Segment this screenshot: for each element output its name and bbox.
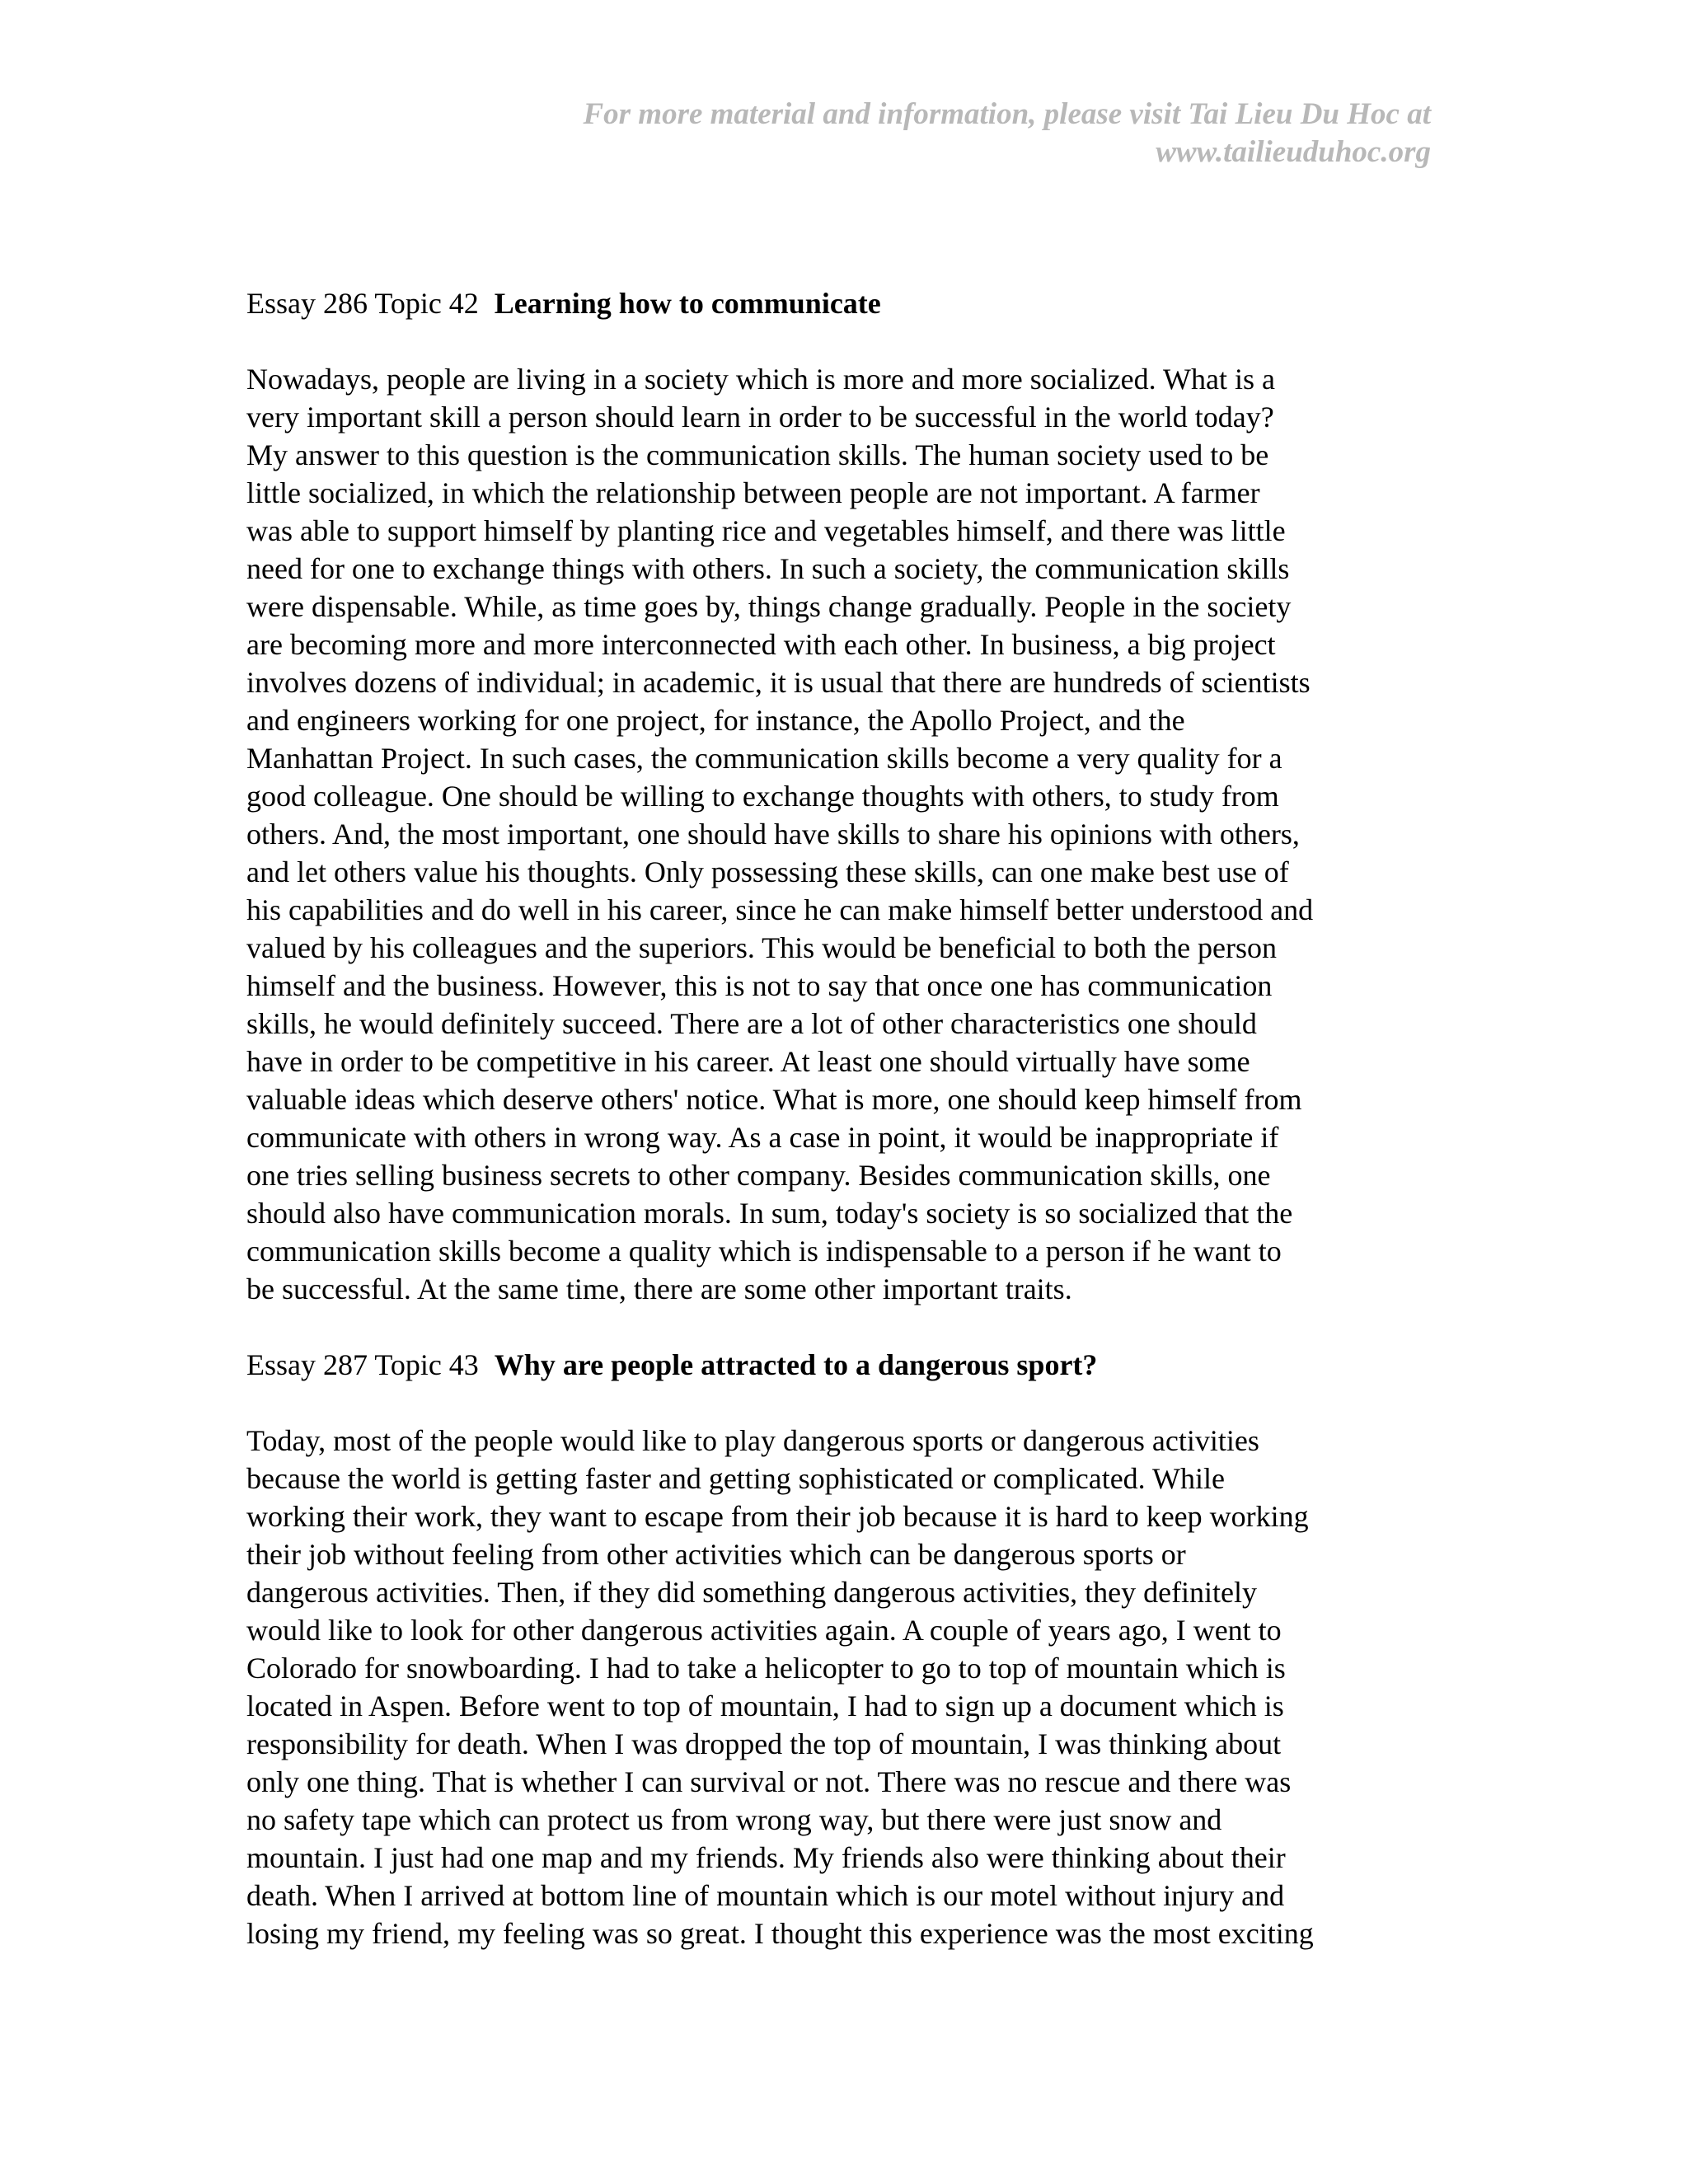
text-line: communicate with others in wrong way. As a case in point, it would be inappropriate if	[246, 1121, 1279, 1154]
text-line: responsibility for death. When I was dropped the top of mountain, I was thinking about	[246, 1727, 1282, 1760]
text-line: and engineers working for one project, for instance, the Apollo Project, and the	[246, 704, 1185, 737]
essay-title: Why are people attracted to a dangerous sport?	[494, 1348, 1098, 1381]
essay-label: Essay 287 Topic 43	[246, 1348, 479, 1381]
text-line: are becoming more and more interconnected with each other. In business, a big project	[246, 628, 1276, 661]
document-content	[246, 284, 1433, 1990]
text-line: one tries selling business secrets to other company. Besides communication skills, one	[246, 1159, 1271, 1192]
text-line: Manhattan Project. In such cases, the communication skills become a very quality for a	[246, 742, 1282, 775]
essay-label: Essay 286 Topic 42	[246, 287, 479, 320]
text-line: dangerous activities. Then, if they did something dangerous activities, they definitely	[246, 1576, 1258, 1609]
text-line: located in Aspen. Before went to top of mountain, I had to sign up a document which is	[246, 1690, 1284, 1722]
text-line: need for one to exchange things with others. In such a society, the communication skills	[246, 552, 1290, 585]
text-line: would like to look for other dangerous activities again. A couple of years ago, I went to	[246, 1614, 1282, 1647]
text-line: was able to support himself by planting rice and vegetables himself, and there was little	[246, 514, 1286, 547]
text-line: working their work, they want to escape from their job because it is hard to keep working	[246, 1500, 1309, 1533]
text-line: death. When I arrived at bottom line of mountain which is our motel without injury and	[246, 1879, 1285, 1912]
essay-title: Learning how to communicate	[494, 287, 881, 320]
text-line: skills, he would definitely succeed. There are a lot of other characteristics one should	[246, 1007, 1257, 1040]
text-line: were dispensable. While, as time goes by, things change gradually. People in the society	[246, 590, 1292, 623]
essay-heading	[246, 284, 1433, 322]
text-line: mountain. I just had one map and my friends. My friends also were thinking about their	[246, 1841, 1286, 1874]
text-line: Nowadays, people are living in a society which is more and more socialized. What is a	[246, 363, 1275, 396]
text-line: valuable ideas which deserve others' notice. What is more, one should keep himself from	[246, 1083, 1302, 1116]
essay-body	[246, 360, 1433, 1308]
text-line: no safety tape which can protect us from wrong way, but there were just snow and	[246, 1803, 1222, 1836]
text-line: their job without feeling from other activities which can be dangerous sports or	[246, 1538, 1186, 1571]
text-line: because the world is getting faster and getting sophisticated or complicated. While	[246, 1462, 1225, 1495]
text-line: others. And, the most important, one should have skills to share his opinions with others,	[246, 818, 1300, 851]
text-line: himself and the business. However, this is not to say that once one has communication	[246, 969, 1273, 1002]
text-line: little socialized, in which the relationship between people are not important. A farmer	[246, 476, 1260, 509]
text-line: good colleague. One should be willing to exchange thoughts with others, to study from	[246, 780, 1279, 813]
text-line: only one thing. That is whether I can survival or not. There was no rescue and there was	[246, 1765, 1292, 1798]
text-line: his capabilities and do well in his career, since he can make himself better understood and	[246, 893, 1314, 926]
text-line: should also have communication morals. In sum, today's society is so socialized that the	[246, 1197, 1293, 1230]
essay-heading	[246, 1346, 1433, 1384]
text-line: My answer to this question is the communication skills. The human society used to be	[246, 438, 1269, 471]
text-line: involves dozens of individual; in academic, it is usual that there are hundreds of scientists	[246, 666, 1311, 699]
text-line: valued by his colleagues and the superiors. This would be beneficial to both the person	[246, 931, 1278, 964]
text-line: very important skill a person should learn in order to be successful in the world today?	[246, 401, 1274, 434]
page-header	[195, 96, 1431, 171]
text-line: communication skills become a quality which is indispensable to a person if he want to	[246, 1235, 1282, 1268]
text-line: and let others value his thoughts. Only possessing these skills, can one make best use of	[246, 855, 1289, 888]
text-line: have in order to be competitive in his career. At least one should virtually have some	[246, 1045, 1250, 1078]
text-line: losing my friend, my feeling was so great. I thought this experience was the most exciting	[246, 1917, 1314, 1950]
header-line-1: For more material and information, please visit Tai Lieu Du Hoc at	[583, 97, 1431, 131]
essay-body	[246, 1422, 1433, 1952]
header-line-2: www.tailieuduhoc.org	[1156, 135, 1431, 169]
text-line: Today, most of the people would like to play dangerous sports or dangerous activities	[246, 1424, 1259, 1457]
text-line: Colorado for snowboarding. I had to take a helicopter to go to top of mountain which is	[246, 1652, 1286, 1685]
text-line: be successful. At the same time, there are some other important traits.	[246, 1272, 1072, 1305]
